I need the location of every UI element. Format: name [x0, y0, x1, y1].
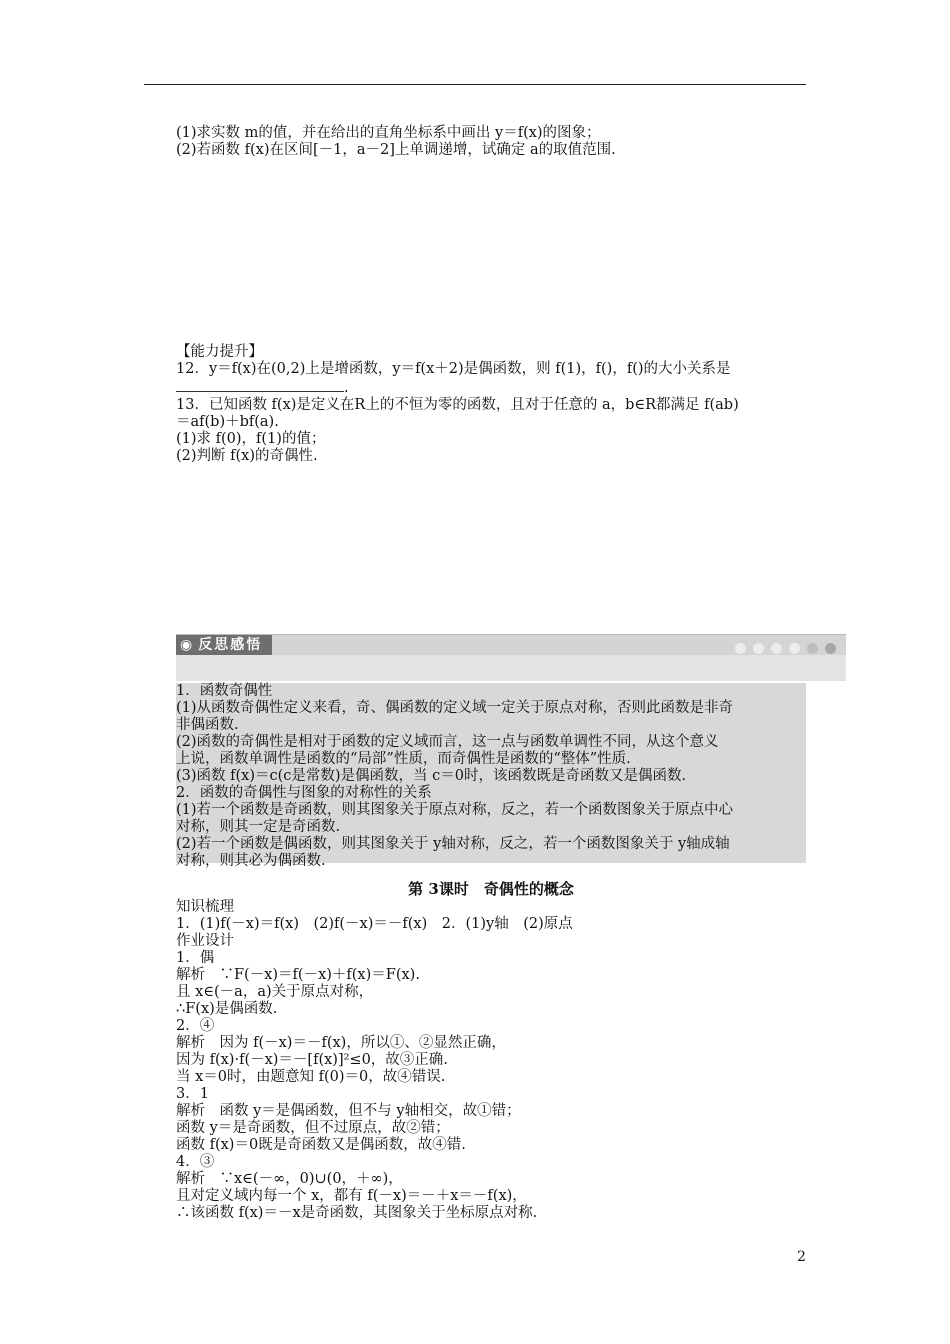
answer-line: 解析 ∵F(－x)＝f(－x)＋f(x)＝F(x).: [176, 967, 420, 983]
answer-line: 2．④: [176, 1018, 215, 1034]
answer-line: 且 x∈(－a，a)关于原点对称，: [176, 984, 374, 1000]
dot-icon: [825, 643, 836, 654]
ability-section: [176, 344, 806, 465]
reflection-bar: [176, 634, 846, 655]
answer-line: 当 x＝0时，由题意知 f(0)＝0，故④错误.: [176, 1069, 446, 1085]
answer-line: 函数 y＝是奇函数，但不过原点，故②错；: [176, 1120, 450, 1136]
dot-icon: [771, 643, 782, 654]
reflection-line: (1)从函数奇偶性定义来看，奇、偶函数的定义域一定关于原点对称，否则此函数是非奇: [176, 700, 734, 716]
section-heading: 【能力提升】: [176, 344, 263, 360]
reflection-sub-band: [176, 655, 846, 681]
answer-section: [176, 899, 806, 1222]
reflection-content: [176, 683, 806, 869]
question-12: 12．y＝f(x)在(0,2)上是增函数，y＝f(x＋2)是偶函数，则 f(1)，f()，f()的大小关系是: [176, 361, 731, 377]
answer-line: 因为 f(x)·f(－x)＝－[f(x)]²≤0，故③正确.: [176, 1052, 448, 1068]
reflection-line: (2)若一个函数是偶函数，则其图象关于 y轴对称，反之，若一个函数图象关于 y轴成轴: [176, 836, 730, 852]
reflection-line: 上说，函数单调性是函数的“局部”性质，而奇偶性是函数的“整体”性质.: [176, 751, 631, 767]
dot-icon: [735, 643, 746, 654]
answer-heading: 第 3课时 奇偶性的概念: [408, 880, 574, 898]
q12-answer-line: .: [176, 378, 806, 397]
reflection-line: 对称，则其必为偶函数.: [176, 853, 326, 869]
reflection-line: (2)函数的奇偶性是相对于函数的定义域而言，这一点与函数单调性不同，从这个意义: [176, 734, 719, 750]
answer-line: 1．偶: [176, 950, 215, 966]
q13-line-1: 13．已知函数 f(x)是定义在R上的不恒为零的函数，且对于任意的 a，b∈R都满足 f(ab): [176, 397, 739, 413]
reflection-line: 对称，则其一定是奇函数.: [176, 819, 341, 835]
q11-part-2: (2)若函数 f(x)在区间[－1，a－2]上单调递增，试确定 a的取值范围.: [176, 142, 616, 158]
question-11-parts: [176, 125, 806, 159]
answer-line: 1．(1)f(－x)＝f(x) (2)f(－x)＝－f(x) 2．(1)y轴 (2)原点: [176, 916, 573, 932]
reflection-line: (1)若一个函数是奇函数，则其图象关于原点对称，反之，若一个函数图象关于原点中心: [176, 802, 734, 818]
dot-icon: [807, 643, 818, 654]
dot-icon: [753, 643, 764, 654]
answer-line: 且对定义域内每一个 x，都有 f(－x)＝－＋x＝－f(x)，: [176, 1188, 527, 1204]
q11-part-1: (1)求实数 m的值，并在给出的直角坐标系中画出 y＝f(x)的图象；: [176, 125, 601, 141]
reflection-line: (3)函数 f(x)＝c(c是常数)是偶函数，当 c＝0时，该函数既是奇函数又是偶函数.: [176, 768, 687, 784]
q13-line-4: (2)判断 f(x)的奇偶性.: [176, 448, 318, 464]
answer-line: 解析 因为 f(－x)＝－f(x)，所以①、②显然正确，: [176, 1035, 506, 1051]
reflection-line: 1．函数奇偶性: [176, 683, 273, 699]
answer-line: 3．1: [176, 1086, 209, 1102]
answer-blank: [176, 378, 344, 392]
answer-line: 解析 ∵x∈(－∞，0)∪(0，＋∞)，: [176, 1171, 403, 1187]
answer-line: 函数 f(x)＝0既是奇函数又是偶函数，故④错.: [176, 1137, 466, 1153]
q13-line-3: (1)求 f(0)，f(1)的值；: [176, 431, 326, 447]
answer-line: 解析 函数 y＝是偶函数，但不与 y轴相交，故①错；: [176, 1103, 521, 1119]
answer-line: 作业设计: [176, 933, 234, 949]
page-number: 2: [797, 1249, 806, 1265]
answer-line: ∴F(x)是偶函数.: [176, 1001, 278, 1017]
bullet-circle-icon: ◉: [180, 637, 195, 653]
dot-icon: [789, 643, 800, 654]
header-rule: [144, 84, 806, 85]
answer-line: 4．③: [176, 1154, 215, 1170]
reflection-title: ◉ 反思感悟: [176, 635, 272, 655]
q13-line-2: ＝af(b)＋bf(a).: [176, 414, 279, 430]
answer-line: 知识梳理: [176, 899, 234, 915]
reflection-line: 2．函数的奇偶性与图象的对称性的关系: [176, 785, 432, 801]
answer-line: ∴该函数 f(x)＝－x是奇函数，其图象关于坐标原点对称.: [176, 1205, 538, 1221]
reflection-line: 非偶函数.: [176, 717, 239, 733]
